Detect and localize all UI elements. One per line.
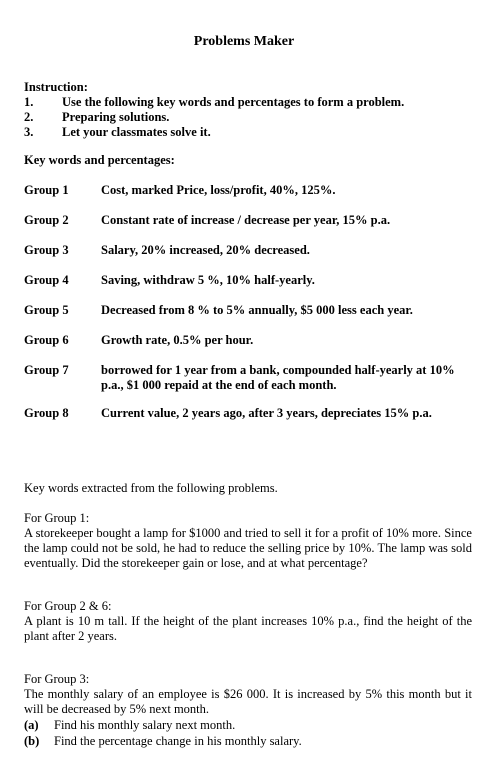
group-label: Group 6 (24, 333, 69, 347)
group-label: Group 8 (24, 406, 69, 420)
sub-question-label: (b) (24, 734, 40, 748)
instruction-number: 3. (24, 125, 34, 139)
group-keywords: Salary, 20% increased, 20% decreased. (101, 243, 310, 257)
group-label: Group 5 (24, 303, 69, 317)
group-label: Group 3 (24, 243, 69, 257)
keywords-heading: Key words and percentages: (24, 153, 175, 167)
group-label: Group 7 (24, 363, 69, 377)
sub-question-text: Find his monthly salary next month. (54, 718, 236, 732)
instruction-text: Preparing solutions. (62, 110, 170, 124)
group-label: Group 2 (24, 213, 69, 227)
group-keywords: Cost, marked Price, loss/profit, 40%, 125%. (101, 183, 336, 197)
instruction-text: Let your classmates solve it. (62, 125, 211, 139)
problem-heading: For Group 2 & 6: (24, 599, 112, 613)
group-keywords: Decreased from 8 % to 5% annually, $5 000 less each year. (101, 303, 413, 317)
sub-question-label: (a) (24, 718, 39, 732)
instruction-number: 2. (24, 110, 34, 124)
problem-heading: For Group 3: (24, 672, 90, 686)
group-label: Group 4 (24, 273, 69, 287)
problem-text: A storekeeper bought a lamp for $1000 and tried to sell it for a profit of 10% more. Since the lamp could not be sold, he had to reduce the selling price by 10%. The lamp was sold eventually. Did the storekeeper gain or lose, and at what percentage? (24, 526, 472, 570)
group-keywords: Saving, withdraw 5 %, 10% half-yearly. (101, 273, 315, 287)
group-keywords: borrowed for 1 year from a bank, compounded half-yearly at 10% p.a., $1 000 repaid at the end of each month. (101, 363, 455, 392)
sub-question-text: Find the percentage change in his monthly salary. (54, 734, 302, 748)
extracted-intro: Key words extracted from the following problems. (24, 481, 278, 495)
instruction-text: Use the following key words and percentages to form a problem. (62, 95, 405, 109)
instruction-heading: Instruction: (24, 80, 88, 94)
group-keywords: Growth rate, 0.5% per hour. (101, 333, 254, 347)
group-keywords: Constant rate of increase / decrease per year, 15% p.a. (101, 213, 391, 227)
page-title: Problems Maker (193, 34, 295, 49)
problem-heading: For Group 1: (24, 511, 90, 525)
problem-text: A plant is 10 m tall. If the height of the plant increases 10% p.a., find the height of the plant after 2 years. (24, 614, 472, 643)
problem-text: The monthly salary of an employee is $26 000. It is increased by 5% this month but it will be decreased by 5% next month. (24, 687, 472, 716)
instruction-number: 1. (24, 95, 34, 109)
group-label: Group 1 (24, 183, 69, 197)
group-keywords: Current value, 2 years ago, after 3 years, depreciates 15% p.a. (101, 406, 432, 420)
